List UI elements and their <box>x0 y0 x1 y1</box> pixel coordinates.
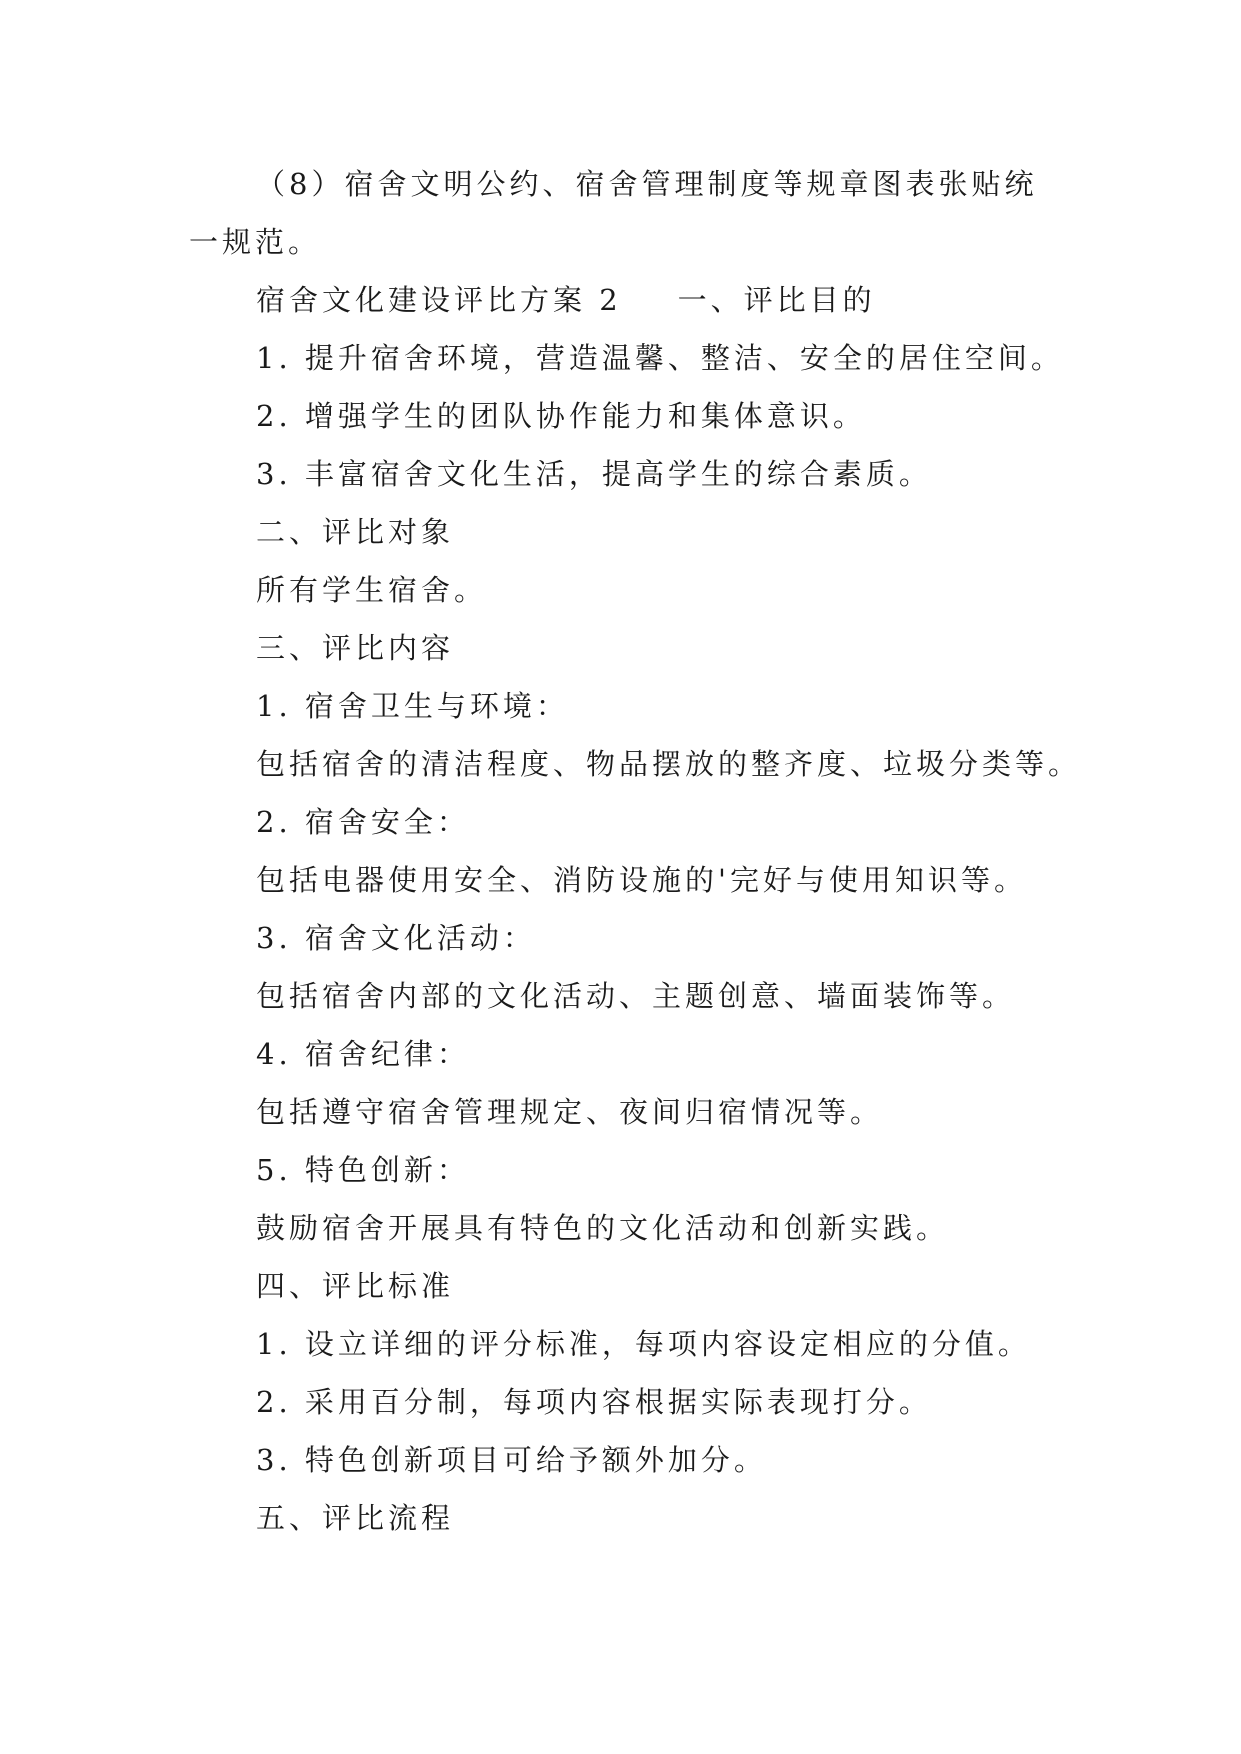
list-item: 1. 设立详细的评分标准，每项内容设定相应的分值。 <box>256 1327 1031 1361</box>
list-item: 3. 宿舍文化活动： <box>256 921 536 955</box>
list-item: 2. 宿舍安全： <box>256 805 470 839</box>
paragraph-line: 一规范。 <box>189 225 322 259</box>
list-item: 5. 特色创新： <box>256 1153 470 1187</box>
list-item: 1. 宿舍卫生与环境： <box>256 689 569 723</box>
list-item: 1. 提升宿舍环境，营造温馨、整洁、安全的居住空间。 <box>256 341 1064 375</box>
section-heading: 二、评比对象 <box>256 515 455 549</box>
section-heading: 四、评比标准 <box>256 1269 455 1303</box>
paragraph-line: 鼓励宿舍开展具有特色的文化活动和创新实践。 <box>256 1211 950 1245</box>
paragraph-line: 包括宿舍内部的文化活动、主题创意、墙面装饰等。 <box>256 979 1016 1013</box>
section-heading: 一、评比目的 <box>677 283 876 317</box>
paragraph-line: 所有学生宿舍。 <box>256 573 488 607</box>
paragraph-line: （8）宿舍文明公约、宿舍管理制度等规章图表张贴统 <box>256 167 1038 201</box>
list-item: 2. 增强学生的团队协作能力和集体意识。 <box>256 399 866 433</box>
section-title-line <box>256 280 876 320</box>
list-item: 4. 宿舍纪律： <box>256 1037 470 1071</box>
section-heading: 三、评比内容 <box>256 631 455 665</box>
document-title: 宿舍文化建设评比方案 2 <box>256 283 622 317</box>
list-item: 3. 特色创新项目可给予额外加分。 <box>256 1443 767 1477</box>
section-heading: 五、评比流程 <box>256 1501 455 1535</box>
paragraph-line: 包括遵守宿舍管理规定、夜间归宿情况等。 <box>256 1095 884 1129</box>
paragraph-line: 包括电器使用安全、消防设施的'完好与使用知识等。 <box>256 863 1027 897</box>
list-item: 2. 采用百分制，每项内容根据实际表现打分。 <box>256 1385 932 1419</box>
paragraph-line: 包括宿舍的清洁程度、物品摆放的整齐度、垃圾分类等。 <box>256 747 1082 781</box>
list-item: 3. 丰富宿舍文化生活，提高学生的综合素质。 <box>256 457 932 491</box>
